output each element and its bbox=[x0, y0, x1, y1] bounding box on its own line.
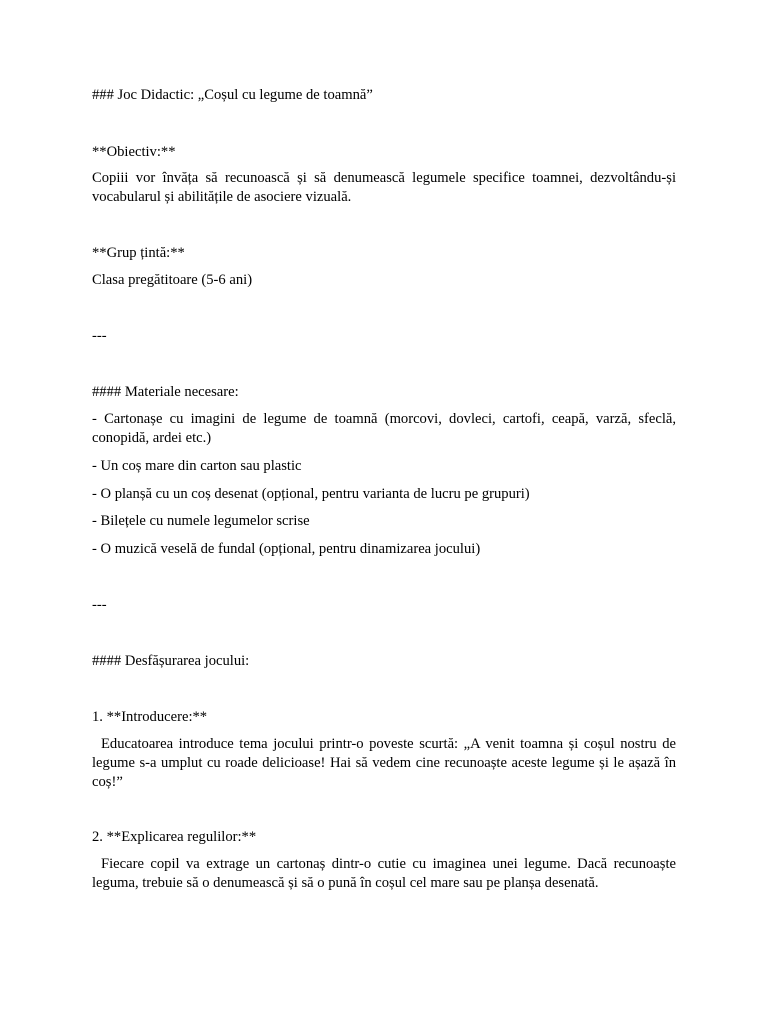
step-2-text: Fiecare copil va extrage un cartonaș dintr-o cutie cu imaginea unei legume. Dacă recunoaște leguma, trebuie să o denumească și să o pună în coșul cel mare sau pe planșa desenată. bbox=[92, 856, 676, 891]
step-2-heading: 2. **Explicarea regulilor:** bbox=[92, 829, 257, 845]
target-group-text: Clasa pregătitoare (5-6 ani) bbox=[92, 272, 253, 288]
step-1-heading: 1. **Introducere:** bbox=[92, 709, 208, 725]
procedure-heading: #### Desfășurarea jocului: bbox=[92, 653, 250, 669]
separator-1: --- bbox=[92, 328, 107, 344]
objective-heading: **Obiectiv:** bbox=[92, 144, 176, 160]
materials-item-3: - O planșă cu un coș desenat (opțional, pentru varianta de lucru pe grupuri) bbox=[92, 486, 530, 502]
separator-2: --- bbox=[92, 597, 107, 613]
materials-item-1: - Cartonașe cu imagini de legume de toamnă (morcovi, dovleci, cartofi, ceapă, varză, sfeclă, conopidă, ardei etc.) bbox=[92, 411, 676, 446]
target-group-heading: **Grup țintă:** bbox=[92, 245, 185, 261]
document-title: ### Joc Didactic: „Coșul cu legume de toamnă” bbox=[92, 87, 373, 103]
materials-item-2: - Un coș mare din carton sau plastic bbox=[92, 458, 302, 474]
step-1-text: Educatoarea introduce tema jocului printr-o poveste scurtă: „A venit toamna și coșul nostru de legume s-a umplut cu roade delicioase! Hai să vedem cine recunoaște aceste legume și le așază în coș!” bbox=[92, 736, 676, 790]
materials-item-4: - Bilețele cu numele legumelor scrise bbox=[92, 513, 310, 529]
materials-heading: #### Materiale necesare: bbox=[92, 384, 239, 400]
materials-item-5: - O muzică veselă de fundal (opțional, pentru dinamizarea jocului) bbox=[92, 541, 481, 557]
objective-text: Copiii vor învăța să recunoască și să denumească legumele specifice toamnei, dezvoltându-și vocabularul și abilitățile de asociere vizuală. bbox=[92, 170, 676, 205]
